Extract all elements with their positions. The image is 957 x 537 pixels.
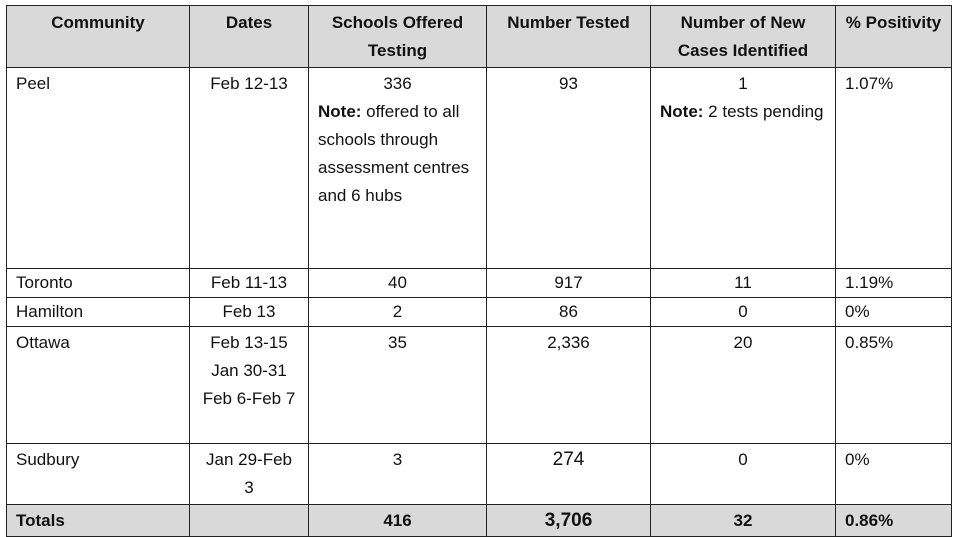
cell-cases: 20: [651, 327, 836, 444]
cell-tested: 917: [487, 269, 651, 298]
cell-dates: Feb 13: [190, 298, 309, 327]
totals-positivity: 0.86%: [836, 505, 952, 537]
schools-note: [318, 98, 477, 210]
cell-cases: 0: [651, 298, 836, 327]
totals-label: Totals: [7, 505, 190, 537]
header-dates: Dates: [190, 6, 309, 68]
schools-note-text: offered to all schools through assessment centres and 6 hubs: [318, 102, 470, 205]
cell-tested: 93: [487, 68, 651, 269]
cell-community: Hamilton: [7, 298, 190, 327]
cell-schools: 35: [309, 327, 487, 444]
cell-cases: 11: [651, 269, 836, 298]
cell-tested: 86: [487, 298, 651, 327]
cases-note-label: Note:: [660, 102, 704, 121]
table-row: [7, 269, 952, 298]
totals-schools: 416: [309, 505, 487, 537]
cell-cases: 0: [651, 444, 836, 505]
cell-dates: Feb 12-13: [190, 68, 309, 269]
table-row: [7, 444, 952, 505]
school-testing-table: [6, 5, 952, 537]
cell-dates: Jan 29-Feb 3: [190, 444, 309, 505]
cell-community: Toronto: [7, 269, 190, 298]
cell-positivity: 1.07%: [836, 68, 952, 269]
header-row: [7, 6, 952, 68]
cases-value: 1: [738, 74, 748, 93]
cell-positivity: 1.19%: [836, 269, 952, 298]
table-row: [7, 68, 952, 269]
table-row: [7, 327, 952, 444]
header-community: Community: [7, 6, 190, 68]
table-row: [7, 298, 952, 327]
cell-positivity: 0.85%: [836, 327, 952, 444]
cell-schools: 3: [309, 444, 487, 505]
cell-tested: 274: [487, 444, 651, 505]
cell-tested: 2,336: [487, 327, 651, 444]
cell-community: Sudbury: [7, 444, 190, 505]
schools-note-label: Note:: [318, 102, 362, 121]
cell-community: Ottawa: [7, 327, 190, 444]
header-number-tested: Number Tested: [487, 6, 651, 68]
cell-schools: [309, 68, 487, 269]
cases-note: [660, 98, 826, 126]
schools-value: 336: [383, 74, 412, 93]
header-positivity: % Positivity: [836, 6, 952, 68]
cell-schools: 40: [309, 269, 487, 298]
cases-note-text: 2 tests pending: [703, 102, 824, 121]
cell-dates: Feb 11-13: [190, 269, 309, 298]
header-new-cases: Number of New Cases Identified: [651, 6, 836, 68]
cell-positivity: 0%: [836, 298, 952, 327]
cell-dates: Feb 13-15 Jan 30-31 Feb 6-Feb 7: [190, 327, 309, 444]
cell-cases: [651, 68, 836, 269]
totals-cases: 32: [651, 505, 836, 537]
cell-community: Peel: [7, 68, 190, 269]
cell-schools: 2: [309, 298, 487, 327]
header-schools-offered: Schools Offered Testing: [309, 6, 487, 68]
totals-tested: 3,706: [487, 505, 651, 537]
cell-positivity: 0%: [836, 444, 952, 505]
